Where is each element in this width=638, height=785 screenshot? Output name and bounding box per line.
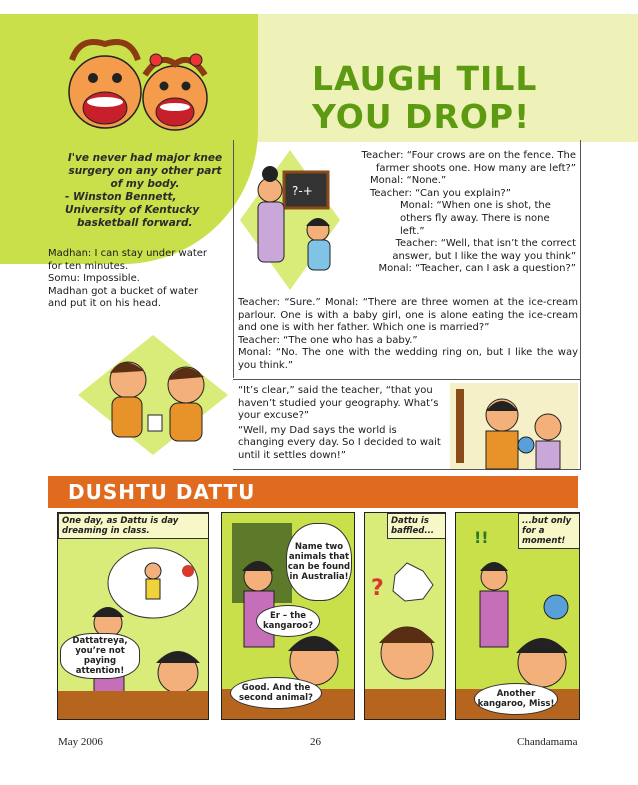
comic-panel-4 <box>455 512 580 720</box>
panel-2-teacher-bubble-2: Good. And the second animal? <box>230 677 322 709</box>
joke-line: Monal: “When one is shot, the <box>400 200 551 212</box>
joke-line: others fly away. There is none <box>400 212 550 224</box>
footer-date: May 2006 <box>58 736 103 748</box>
comic-panel-2 <box>221 512 355 720</box>
teacher-joke <box>330 150 576 276</box>
joke-line: Monal: “None.” <box>370 175 447 187</box>
boys-bucket-illustration <box>78 335 228 455</box>
panel-2-dattu-bubble: Er – the kangaroo? <box>256 605 320 637</box>
title-line-2: YOU DROP! <box>312 97 531 136</box>
panel-3-caption: Dattu is baffled... <box>387 513 446 539</box>
panel-1-speech-bubble: Dattatreya, you’re not paying attention! <box>60 633 140 679</box>
joke-line: for ten minutes. <box>48 260 129 272</box>
quote-line: surgery on any other part <box>68 165 222 177</box>
teacher-joke-continued <box>238 297 578 373</box>
svg-text:!!: !! <box>474 528 489 547</box>
joke-paragraph: Teacher: “The one who has a baby.” <box>238 334 418 346</box>
joke-line: farmer shoots one. How many are left?” <box>375 162 576 174</box>
joke-line: Teacher: “Can you explain?” <box>370 187 511 199</box>
joke-paragraph: “Well, my Dad says the world is changing every day. So I decided to wait until it settles down!” <box>238 424 441 461</box>
joke-paragraph: “It’s clear,” said the teacher, “that you haven’t studied your geography. What’s your excuse?” <box>238 385 439 422</box>
joke-line: Teacher: “Four crows are on the fence. The <box>361 150 576 161</box>
laughing-kids-illustration <box>60 30 220 140</box>
panel-4-caption: ...but only for a moment! <box>518 513 580 549</box>
quote-block <box>55 152 235 230</box>
page-title <box>312 60 612 136</box>
comic-panel-3 <box>364 512 446 720</box>
footer-page-number: 26 <box>310 736 321 748</box>
panel-2-teacher-bubble: Name two animals that can be found in Australia! <box>286 523 352 601</box>
joke-line: left.” <box>400 225 425 237</box>
dattu-daydream-art <box>58 513 208 719</box>
section-divider <box>233 379 580 380</box>
joke-line: answer, but I like the way you think” <box>392 250 576 262</box>
teacher-blackboard-illustration <box>240 150 340 290</box>
joke-line: and put it on his head. <box>48 298 161 310</box>
comic-title: DUSHTU DATTU <box>68 480 256 504</box>
quote-author: basketball forward. <box>77 217 193 229</box>
madhan-joke <box>48 248 226 311</box>
title-line-1: LAUGH TILL <box>312 59 538 98</box>
joke-line: Madhan: I can stay under water <box>48 248 208 259</box>
footer-magazine: Chandamama <box>517 736 578 748</box>
right-frame-line <box>580 140 581 470</box>
column-divider <box>233 140 234 378</box>
geography-joke <box>238 385 443 465</box>
quote-line: I've never had major knee <box>67 152 223 164</box>
joke-line: Monal: “Teacher, can I ask a question?” <box>378 263 576 275</box>
section-divider <box>233 469 580 470</box>
dattu-baffled-art <box>365 513 445 719</box>
svg-text:?: ? <box>371 576 384 601</box>
panel-1-caption: One day, as Dattu is day dreaming in class. <box>58 513 209 539</box>
joke-paragraph: Teacher: “Sure.” Monal: “There are three women at the ice-cream parlour. One is with a baby girl, one is alone eating the ice-cream and one is with her father. Which one is married?” <box>238 297 578 334</box>
quote-author: University of Kentucky <box>65 204 200 216</box>
comic-panel-1 <box>57 512 209 720</box>
joke-line: Madhan got a bucket of water <box>48 285 199 297</box>
teacher-globe-illustration <box>450 383 578 469</box>
joke-paragraph: Monal: “No. The one with the wedding ring on, but I like the way you think.” <box>238 347 578 371</box>
svg-text:?-+: ?-+ <box>292 184 313 198</box>
panel-4-speech-bubble: Another kangaroo, Miss! <box>474 683 558 715</box>
joke-line: Somu: Impossible. <box>48 273 140 285</box>
quote-line: of my body. <box>110 178 180 190</box>
joke-line: Teacher: “Well, that isn’t the correct <box>395 238 576 250</box>
quote-author: - Winston Bennett, <box>65 191 177 203</box>
